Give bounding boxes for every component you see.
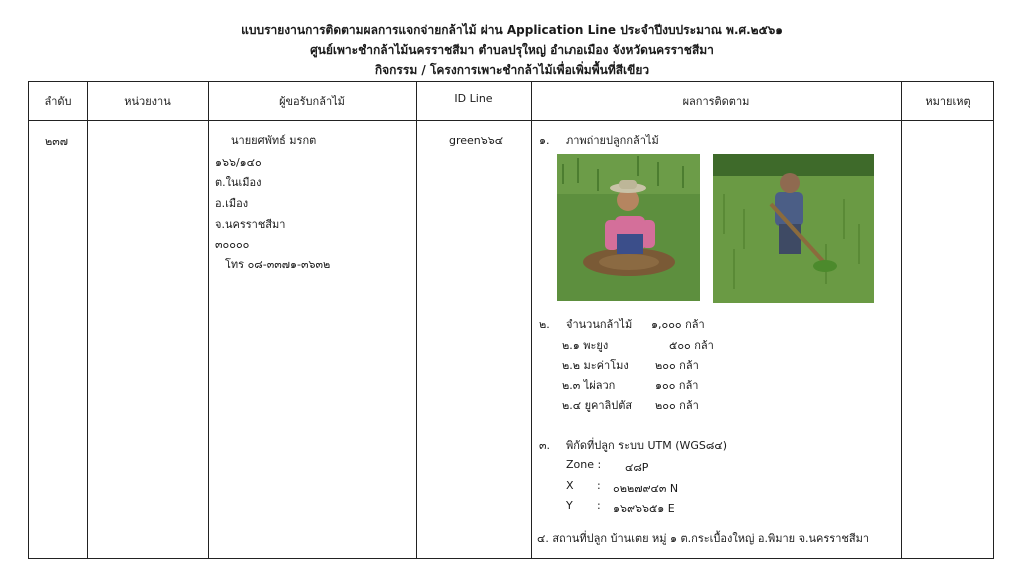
report-center: ศูนย์เพาะชำกล้าไม้นครราชสีมา ตำบลปรุใหญ่ อำเภอเมือง จังหวัดนครราชสีมา bbox=[310, 43, 714, 57]
count-value: ๑,๐๐๐ กล้า bbox=[651, 318, 705, 331]
photo-heading-number: ๑. bbox=[539, 134, 550, 147]
zone-value: ๔๘P bbox=[625, 461, 649, 474]
recipient-phone: โทร ๐๘-๓๓๗๑-๓๖๓๒ bbox=[225, 258, 331, 271]
report-title: แบบรายงานการติดตามผลการแจกจ่ายกล้าไม้ ผ่าน Application Line ประจำปีงบประมาณ พ.ศ.๒๕๖๑ bbox=[241, 23, 783, 37]
count-label: จำนวนกล้าไม้ bbox=[566, 318, 633, 331]
y-value: ๑๖๙๖๖๕๑ E bbox=[613, 502, 675, 515]
id-line-value: green๖๖๔ bbox=[449, 134, 504, 147]
planting-photo-2 bbox=[713, 154, 874, 303]
recipient-postcode: ๓๐๐๐๐ bbox=[215, 238, 250, 251]
species-item-2-label: ๒.๒ มะค่าโมง bbox=[562, 359, 629, 372]
species-item-4-value: ๒๐๐ กล้า bbox=[655, 399, 699, 412]
species-item-3-label: ๒.๓ ไผ่ลวก bbox=[562, 379, 616, 392]
col-header-result: ผลการติดตาม bbox=[682, 95, 750, 108]
col-header-no: ลำดับ bbox=[44, 95, 72, 108]
species-item-1-label: ๒.๑ พะยูง bbox=[562, 339, 609, 352]
report-header bbox=[0, 20, 1024, 80]
col-header-id-line: ID Line bbox=[454, 92, 493, 105]
col-divider bbox=[901, 82, 902, 558]
recipient-district: อ.เมือง bbox=[215, 197, 249, 210]
recipient-subdistrict: ต.ในเมือง bbox=[215, 176, 262, 189]
photo-heading: ภาพถ่ายปลูกกล้าไม้ bbox=[566, 134, 659, 147]
x-label: X bbox=[566, 479, 574, 492]
x-value: ๐๒๒๗๙๔๓ N bbox=[613, 482, 679, 495]
col-header-remark: หมายเหตุ bbox=[925, 95, 971, 108]
col-header-recipient: ผู้ขอรับกล้าไม้ bbox=[279, 95, 345, 108]
header-row-divider bbox=[29, 120, 993, 121]
col-divider bbox=[531, 82, 532, 558]
recipient-province: จ.นครราชสีมา bbox=[215, 218, 286, 231]
species-item-2-value: ๒๐๐ กล้า bbox=[655, 359, 699, 372]
species-item-1-value: ๕๐๐ กล้า bbox=[669, 339, 714, 352]
report-activity: กิจกรรม / โครงการเพาะชำกล้าไม้เพื่อเพิ่มพื้นที่สีเขียว bbox=[374, 63, 650, 77]
col-divider bbox=[416, 82, 417, 558]
row-number: ๒๓๗ bbox=[45, 135, 69, 148]
y-separator: : bbox=[597, 499, 601, 512]
recipient-house: ๑๖๖/๑๔๐ bbox=[215, 156, 262, 169]
x-separator: : bbox=[597, 479, 601, 492]
zone-label: Zone : bbox=[566, 458, 602, 471]
col-header-unit: หน่วยงาน bbox=[124, 95, 171, 108]
y-label: Y bbox=[566, 499, 573, 512]
col-divider bbox=[208, 82, 209, 558]
coord-heading: พิกัดที่ปลูก ระบบ UTM (WGS๘๔) bbox=[566, 439, 727, 452]
recipient-name: นายยศพัทธ์ มรกต bbox=[231, 134, 317, 147]
count-number: ๒. bbox=[539, 318, 550, 331]
planting-location: ๔. สถานที่ปลูก บ้านเตย หมู่ ๑ ต.กระเบื้องใหญ่ อ.พิมาย จ.นครราชสีมา bbox=[537, 532, 869, 545]
report-table bbox=[28, 81, 994, 559]
coord-number: ๓. bbox=[539, 439, 551, 452]
planting-photo-1 bbox=[557, 154, 700, 301]
species-item-4-label: ๒.๔ ยูคาลิปตัส bbox=[562, 399, 633, 412]
col-divider bbox=[87, 82, 88, 558]
species-item-3-value: ๑๐๐ กล้า bbox=[655, 379, 699, 392]
